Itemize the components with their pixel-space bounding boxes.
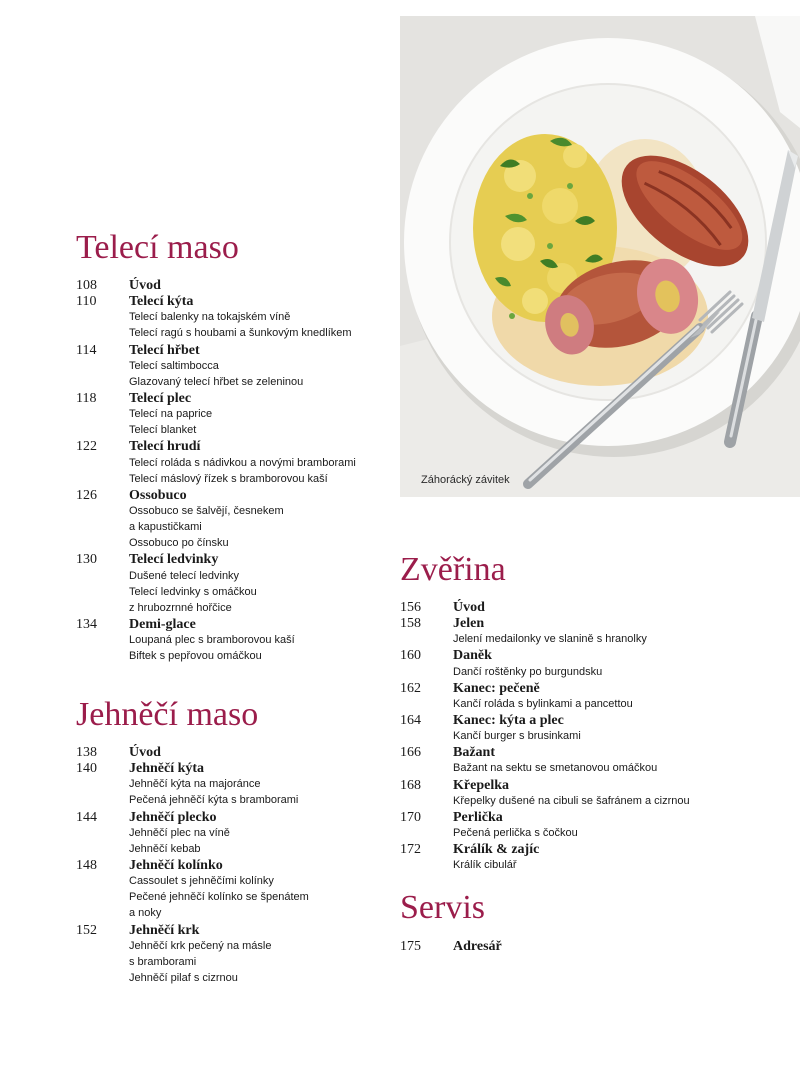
chapter-title: Úvod bbox=[453, 600, 485, 615]
recipe-title: Jehněčí kebab bbox=[129, 842, 201, 855]
toc-entry bbox=[76, 293, 406, 309]
toc-entry bbox=[76, 551, 406, 567]
recipe-title: Křepelky dušené na cibuli se šafránem a cizrnou bbox=[453, 794, 690, 807]
page-number: 160 bbox=[400, 648, 421, 664]
recipe-title: Pečená jehněčí kýta s bramborami bbox=[129, 794, 299, 807]
chapter-title: Jehněčí kolínko bbox=[129, 857, 223, 873]
recipe-title: Telecí ragú s houbami a šunkovým knedlíkem bbox=[129, 327, 352, 340]
page-number: 114 bbox=[76, 342, 97, 358]
toc-entry bbox=[76, 857, 406, 873]
chapter-title: Úvod bbox=[129, 278, 161, 293]
toc-entry bbox=[400, 615, 730, 631]
recipe-title: a noky bbox=[129, 907, 162, 920]
page-number: 175 bbox=[400, 939, 421, 954]
recipe-title: Ossobuco po čínsku bbox=[129, 537, 229, 550]
page-number: 168 bbox=[400, 777, 421, 793]
toc-entry bbox=[76, 342, 406, 358]
toc-entry bbox=[76, 760, 406, 776]
toc-list-game bbox=[400, 599, 730, 873]
page-number: 108 bbox=[76, 278, 97, 293]
chapter-title: Ossobuco bbox=[129, 487, 187, 503]
recipe-title: Biftek s pepřovou omáčkou bbox=[129, 650, 262, 663]
chapter-title: Jehněčí krk bbox=[129, 922, 200, 938]
recipe-title: Jehněčí plec na víně bbox=[129, 826, 230, 839]
dish-illustration bbox=[400, 16, 800, 497]
toc-entry bbox=[400, 712, 730, 728]
section-title-service: Servis bbox=[400, 889, 485, 926]
section-title-lamb: Jehněčí maso bbox=[76, 696, 259, 733]
chapter-title: Telecí plec bbox=[129, 390, 192, 406]
toc-entry bbox=[76, 390, 406, 406]
chapter-title: Kanec: pečeně bbox=[453, 680, 540, 696]
toc-entry bbox=[76, 922, 406, 938]
recipe-title: Telecí ledvinky s omáčkou bbox=[129, 585, 257, 598]
toc-entry bbox=[400, 777, 730, 793]
recipe-title: Ossobuco se šalvějí, česnekem bbox=[129, 504, 284, 517]
page-number: 110 bbox=[76, 294, 97, 310]
recipe-title: Glazovaný telecí hřbet se zeleninou bbox=[129, 375, 304, 388]
recipe-title: Cassoulet s jehněčími kolínky bbox=[129, 875, 274, 888]
recipe-title: Telecí blanket bbox=[129, 424, 197, 437]
page-number: 138 bbox=[76, 745, 97, 760]
recipe-title: Loupaná plec s bramborovou kaší bbox=[129, 634, 295, 647]
recipe-title: s bramborami bbox=[129, 955, 197, 968]
page-number: 172 bbox=[400, 842, 421, 858]
page-number: 152 bbox=[76, 922, 97, 938]
recipe-title: Pečená perlička s čočkou bbox=[453, 826, 578, 839]
page-number: 164 bbox=[400, 712, 421, 728]
recipe-title: Telecí máslový řízek s bramborovou kaší bbox=[129, 472, 328, 485]
recipe-title: Telecí saltimbocca bbox=[129, 359, 219, 372]
chapter-title: Telecí hřbet bbox=[129, 342, 200, 358]
chapter-title: Jehněčí kýta bbox=[129, 761, 205, 777]
toc-list-veal bbox=[76, 277, 406, 664]
toc-entry bbox=[76, 616, 406, 632]
chapter-title: Jehněčí plecko bbox=[129, 809, 217, 825]
page-number: 126 bbox=[76, 487, 97, 503]
recipe-title: Telecí na paprice bbox=[129, 408, 213, 421]
page-number: 166 bbox=[400, 745, 421, 761]
recipe-title: Jehněčí kýta na majoránce bbox=[129, 778, 261, 791]
chapter-title: Demi-glace bbox=[129, 616, 196, 632]
chapter-title: Kanec: kýta a plec bbox=[453, 712, 564, 728]
recipe-title: Pečené jehněčí kolínko se špenátem bbox=[129, 891, 309, 904]
toc-entry bbox=[76, 487, 406, 503]
recipe-title: Bažant na sektu se smetanovou omáčkou bbox=[453, 762, 658, 775]
toc-entry bbox=[76, 744, 406, 760]
chapter-title: Úvod bbox=[129, 745, 161, 760]
recipe-title: Jelení medailonky ve slanině s hranolky bbox=[453, 633, 647, 646]
chapter-title: Jelen bbox=[453, 616, 485, 632]
chapter-title: Telecí kýta bbox=[129, 294, 194, 310]
toc-list-lamb bbox=[76, 744, 406, 986]
page-number: 118 bbox=[76, 390, 97, 406]
chapter-title: Králík & zajíc bbox=[453, 842, 540, 858]
recipe-title: Dančí roštěnky po burgundsku bbox=[453, 665, 603, 678]
recipe-title: Jehněčí krk pečený na másle bbox=[129, 939, 272, 952]
chapter-title: Telecí ledvinky bbox=[129, 552, 219, 568]
page-number: 156 bbox=[400, 600, 421, 615]
toc-list-service bbox=[400, 938, 730, 954]
page-number: 148 bbox=[76, 857, 97, 873]
toc-entry bbox=[400, 647, 730, 663]
toc-entry bbox=[400, 938, 730, 954]
recipe-title: Jehněčí pilaf s cizrnou bbox=[129, 971, 238, 984]
chapter-title: Perlička bbox=[453, 809, 503, 825]
chapter-title: Adresář bbox=[453, 939, 502, 954]
section-title-game: Zvěřina bbox=[400, 551, 506, 588]
page-number: 158 bbox=[400, 616, 421, 632]
photo-caption: Záhorácký závitek bbox=[421, 474, 510, 486]
page-number: 122 bbox=[76, 439, 97, 455]
toc-entry bbox=[400, 744, 730, 760]
recipe-title: Telecí balenky na tokajském víně bbox=[129, 311, 291, 324]
toc-entry bbox=[76, 438, 406, 454]
toc-entry bbox=[76, 277, 406, 293]
chapter-title: Daněk bbox=[453, 648, 492, 664]
page-number: 144 bbox=[76, 809, 97, 825]
page-number: 162 bbox=[400, 680, 421, 696]
recipe-title: Dušené telecí ledvinky bbox=[129, 569, 240, 582]
toc-entry bbox=[76, 809, 406, 825]
chapter-title: Bažant bbox=[453, 745, 495, 761]
chapter-title: Telecí hrudí bbox=[129, 439, 201, 455]
page-number: 130 bbox=[76, 552, 97, 568]
toc-entry bbox=[400, 809, 730, 825]
toc-entry bbox=[400, 599, 730, 615]
dish-photo bbox=[400, 16, 800, 497]
recipe-title: Kančí roláda s bylinkami a pancettou bbox=[453, 697, 633, 710]
recipe-title: Telecí roláda s nádivkou a novými bramborami bbox=[129, 456, 356, 469]
section-title-veal: Telecí maso bbox=[76, 229, 239, 266]
page-number: 170 bbox=[400, 809, 421, 825]
toc-entry bbox=[400, 841, 730, 857]
page-number: 140 bbox=[76, 761, 97, 777]
recipe-title: Kančí burger s brusinkami bbox=[453, 730, 581, 743]
page-number: 134 bbox=[76, 616, 97, 632]
recipe-title: Králík cibulář bbox=[453, 859, 517, 872]
chapter-title: Křepelka bbox=[453, 777, 509, 793]
toc-entry bbox=[400, 680, 730, 696]
recipe-title: z hrubozrnné hořčice bbox=[129, 601, 232, 614]
recipe-title: a kapustičkami bbox=[129, 521, 202, 534]
